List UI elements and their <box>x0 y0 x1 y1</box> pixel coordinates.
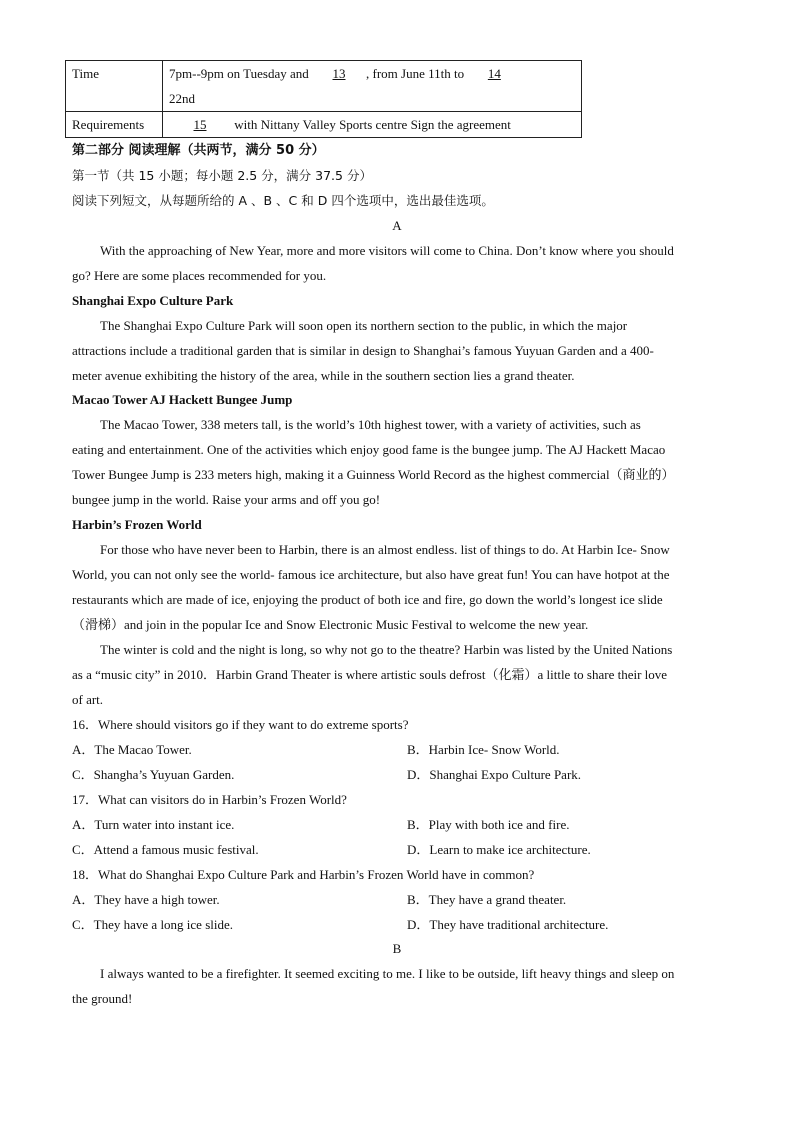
question-18-stem: 18．What do Shanghai Expo Culture Park and Harbin’s Frozen World have in common? <box>72 867 535 882</box>
requirements-value <box>163 112 582 138</box>
shanghai-line-1: The Shanghai Expo Culture Park will soon open its northern section to the public, in which the major <box>100 318 628 333</box>
question-18-option-c[interactable]: C．They have a long ice slide. <box>72 917 234 932</box>
shanghai-line-2: attractions include a traditional garden that is similar in design to Shanghai’s famous Yuyuan Garden and a 400- <box>72 343 654 358</box>
section-instruction: 阅读下列短文，从每题所给的 A 、B 、C 和 D 四个选项中，选出最佳选项。 <box>72 193 494 208</box>
harbin-p2-line-3: of art. <box>72 692 104 707</box>
question-18-option-b[interactable]: B．They have a grand theater. <box>407 892 567 907</box>
question-16-stem: 16．Where should visitors go if they want to do extreme sports? <box>72 717 409 732</box>
heading-shanghai-expo: Shanghai Expo Culture Park <box>72 293 234 308</box>
question-18-option-a[interactable]: A．They have a high tower. <box>72 892 220 907</box>
question-17-option-c[interactable]: C．Attend a famous music festival. <box>72 842 259 857</box>
question-16-option-a[interactable]: A．The Macao Tower. <box>72 742 192 757</box>
question-17-option-b[interactable]: B．Play with both ice and fire. <box>407 817 570 832</box>
question-18-option-d[interactable]: D．They have traditional architecture. <box>407 917 609 932</box>
harbin-p2-line-1: The winter is cold and the night is long, so why not go to the theatre? Harbin was listed by the United Nations <box>100 642 673 657</box>
question-17-stem: 17．What can visitors do in Harbin’s Frozen World? <box>72 792 347 807</box>
time-text-1: 7pm--9pm on Tuesday and <box>169 66 309 81</box>
macao-line-2: eating and entertainment. One of the activities which enjoy good fame is the bungee jump. The AJ Hackett Macao <box>72 442 666 457</box>
table-row-requirements <box>66 112 582 138</box>
blank-15[interactable]: 15 <box>193 117 207 132</box>
question-16-option-c[interactable]: C．Shangha’s Yuyuan Garden. <box>72 767 235 782</box>
time-text-3: 22nd <box>169 91 195 106</box>
shanghai-line-3: meter avenue exhibiting the history of the area, while in the southern section lies a grand theater. <box>72 368 575 383</box>
question-16-option-b[interactable]: B．Harbin Ice- Snow World. <box>407 742 560 757</box>
requirements-text: with Nittany Valley Sports centre Sign the agreement <box>234 117 511 132</box>
harbin-line-4: （滑梯）and join in the popular Ice and Snow Electronic Music Festival to welcome the new year. <box>72 617 589 632</box>
event-info-table <box>65 60 582 138</box>
macao-line-3: Tower Bungee Jump is 233 meters high, making it a Guinness World Record as the highest commercial（商业的） <box>72 467 675 482</box>
macao-line-1: The Macao Tower, 338 meters tall, is the world’s 10th highest tower, with a variety of activities, such as <box>100 417 641 432</box>
time-value <box>163 61 582 112</box>
question-17-option-a[interactable]: A．Turn water into instant ice. <box>72 817 235 832</box>
harbin-line-1: For those who have never been to Harbin, there is an almost endless. list of things to do. At Harbin Ice- Snow <box>100 542 670 557</box>
passage-a-intro-line-2: go? Here are some places recommended for you. <box>72 268 327 283</box>
table-row-time <box>66 61 582 112</box>
passage-a-letter: A <box>392 218 402 233</box>
heading-macao-tower: Macao Tower AJ Hackett Bungee Jump <box>72 392 293 407</box>
section-subtitle: 第一节（共 15 小题；每小题 2.5 分，满分 37.5 分） <box>72 168 372 183</box>
blank-14[interactable]: 14 <box>487 66 501 81</box>
passage-b-line-1: I always wanted to be a firefighter. It seemed exciting to me. I like to be outside, lift heavy things and sleep on <box>100 966 675 981</box>
passage-b-letter: B <box>392 941 402 956</box>
macao-line-4: bungee jump in the world. Raise your arms and off you go! <box>72 492 381 507</box>
part-title: 第二部分 阅读理解（共两节，满分 50 分） <box>72 143 325 158</box>
time-text-2: , from June 11th to <box>366 66 465 81</box>
question-16-option-d[interactable]: D．Shanghai Expo Culture Park. <box>407 767 582 782</box>
harbin-p2-line-2: as a “music city” in 2010．Harbin Grand Theater is where artistic souls defrost（化霜）a little to share their love <box>72 667 668 682</box>
heading-harbin: Harbin’s Frozen World <box>72 517 202 532</box>
blank-13[interactable]: 13 <box>332 66 346 81</box>
harbin-line-3: restaurants which are made of ice, enjoying the product of both ice and fire, go down the world’s longest ice slide <box>72 592 663 607</box>
passage-b-line-2: the ground! <box>72 991 133 1006</box>
harbin-line-2: World, you can not only see the world- famous ice architecture, but also have great fun! You can have hotpot at the <box>72 567 670 582</box>
requirements-label: Requirements <box>66 112 163 138</box>
passage-a-intro-line-1: With the approaching of New Year, more and more visitors will come to China. Don’t know where you should <box>100 243 674 258</box>
question-17-option-d[interactable]: D．Learn to make ice architecture. <box>407 842 591 857</box>
time-label: Time <box>66 61 163 112</box>
